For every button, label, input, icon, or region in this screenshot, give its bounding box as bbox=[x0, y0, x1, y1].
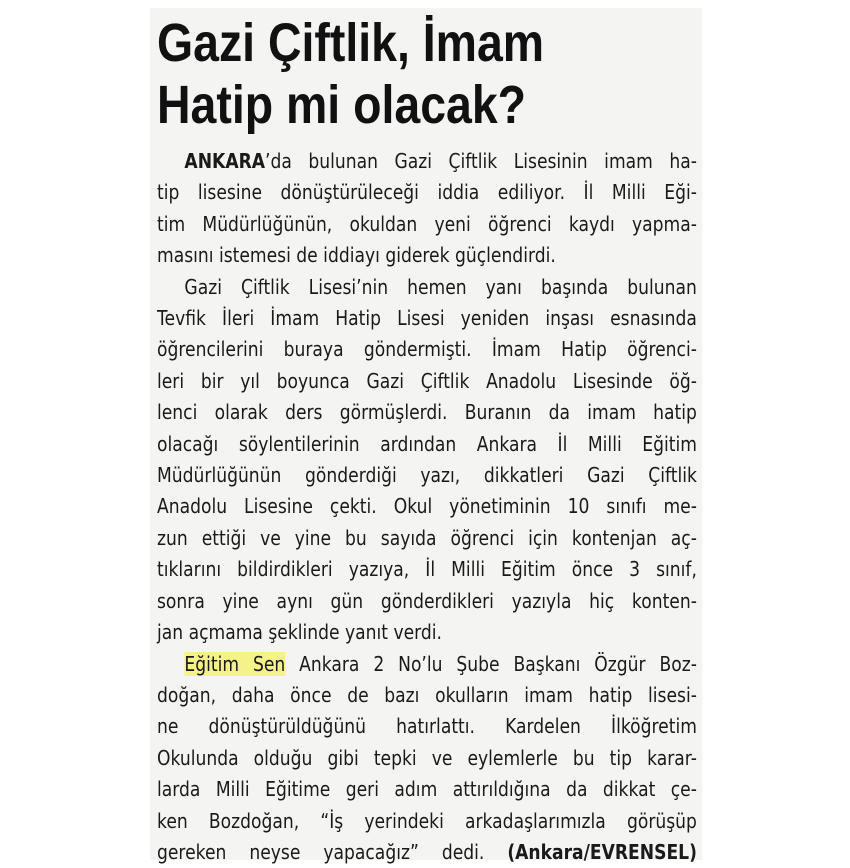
body-line: doğan, daha önce de bazı okulların imam hatip lisesi- bbox=[157, 682, 697, 707]
highlighted-organization: Eğitim Sen bbox=[184, 651, 286, 676]
body-line: tim Müdürlüğünün, okuldan yeni öğrenci kaydı yapma- bbox=[157, 211, 697, 236]
body-line: tip lisesine dönüştürüleceği iddia ediliyor. İl Milli Eği- bbox=[157, 180, 697, 205]
body-line: zun ettiği ve yine bu sayıda öğrenci için kontenjan aç- bbox=[157, 525, 697, 550]
body-line: leri bir yıl boyunca Gazi Çiftlik Anadolu Lisesinde öğ- bbox=[157, 368, 697, 393]
headline-line: Hatip mi olacak? bbox=[157, 75, 527, 135]
body-line: Gazi Çiftlik Lisesi’nin hemen yanı başında bulunan bbox=[184, 274, 697, 299]
body-line: ken Bozdoğan, “İş yerindeki arkadaşlarımızla görüşüp bbox=[157, 808, 697, 833]
body-line: sonra yine aynı gün gönderdikleri yazıyla hiç konten- bbox=[157, 588, 697, 613]
body-line: masını istemesi de iddiayı giderek güçlendirdi. bbox=[157, 243, 556, 268]
body-line: lenci olarak ders görmüşlerdi. Buranın da imam hatip bbox=[157, 400, 697, 425]
source-credit: (Ankara/EVRENSEL) bbox=[507, 839, 697, 864]
body-line: gereken neyse yapacağız” dedi. (Ankara/EVRENSEL) bbox=[157, 839, 697, 864]
body-line: Anadolu Lisesine çekti. Okul yönetiminin 10 sınıfı me- bbox=[157, 494, 697, 519]
body-line: jan açmama şeklinde yanıt verdi. bbox=[157, 620, 442, 645]
headline-line: Gazi Çiftlik, İmam bbox=[157, 13, 545, 73]
article-body bbox=[157, 146, 697, 868]
body-line: larda Milli Eğitime geri adım attırıldığına da dikkat çe- bbox=[157, 777, 697, 802]
body-line: ne dönüştürüldüğünü hatırlattı. Kardelen İlköğretim bbox=[157, 714, 697, 739]
body-line: Okulunda olduğu gibi tepki ve eylemlerle bu tip karar- bbox=[157, 745, 697, 770]
body-line: Eğitim Sen Ankara 2 No’lu Şube Başkanı Özgür Boz- bbox=[184, 651, 697, 676]
headline bbox=[157, 12, 544, 136]
dateline: ANKARA bbox=[184, 149, 266, 173]
body-line: olacağı söylentilerinin ardından Ankara İl Milli Eğitim bbox=[157, 431, 697, 456]
body-line: tıklarını bildirdikleri yazıya, İl Milli Eğitim önce 3 sınıf, bbox=[157, 557, 697, 582]
body-line: ANKARA’da bulunan Gazi Çiftlik Lisesinin imam ha- bbox=[184, 149, 697, 173]
body-line: Tevfik İleri İmam Hatip Lisesi yeniden inşası esnasında bbox=[157, 306, 697, 331]
body-line: öğrencilerini buraya göndermişti. İmam Hatip öğrenci- bbox=[157, 337, 697, 362]
body-line: Müdürlüğünün gönderdiği yazı, dikkatleri Gazi Çiftlik bbox=[157, 463, 697, 488]
